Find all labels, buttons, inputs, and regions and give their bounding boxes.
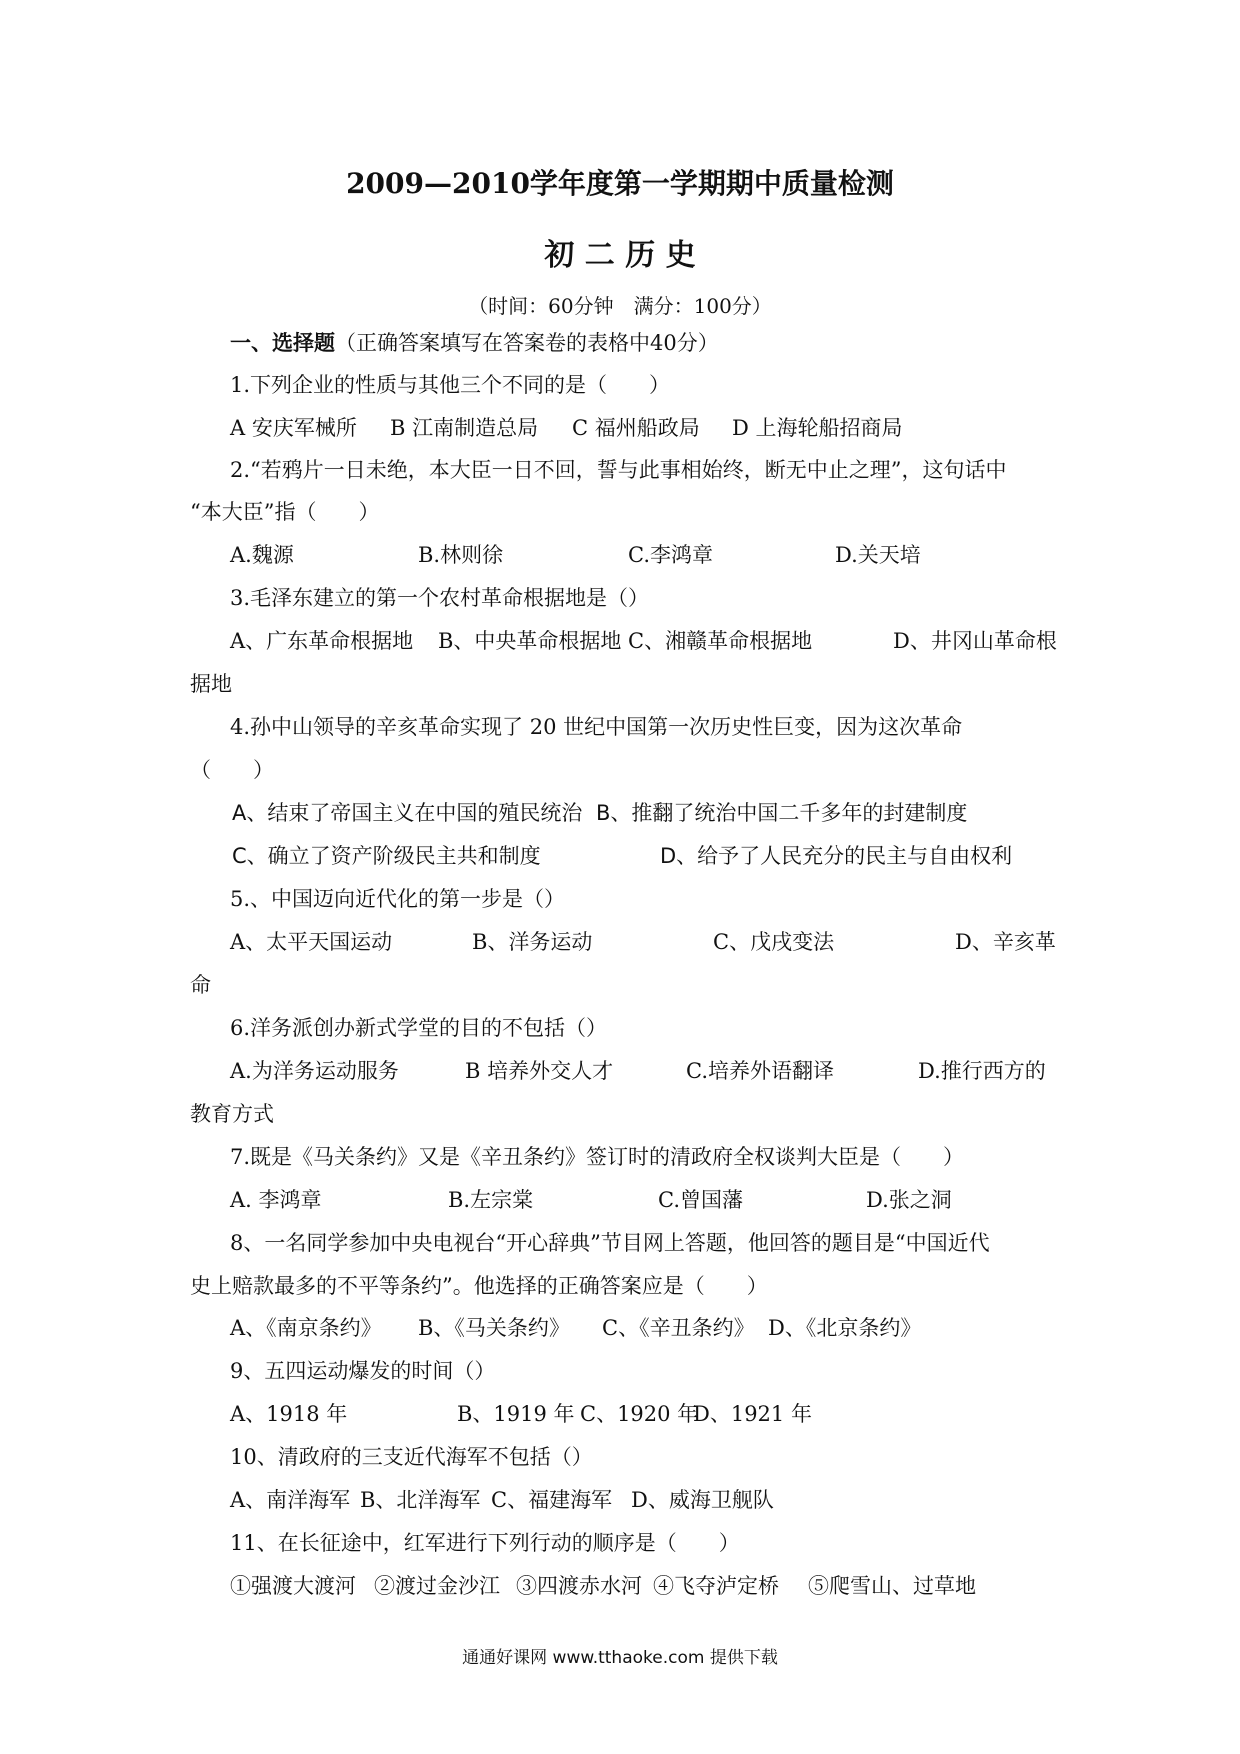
option: C、《辛丑条约》: [602, 1316, 755, 1340]
option: A、《南京条约》: [230, 1316, 382, 1340]
option: C.李鸿章: [628, 543, 713, 567]
option: A、太平天国运动: [230, 930, 393, 954]
option: C、1920 年: [580, 1402, 699, 1426]
option: B 培养外交人才: [465, 1059, 614, 1083]
question-stem: 10、清政府的三支近代海军不包括（）: [230, 1445, 593, 1469]
question-stem: 2.“若鸦片一日未绝，本大臣一日不回，誓与此事相始终，断无中止之理”，这句话中: [230, 458, 1007, 482]
question-stem: 7.既是《马关条约》又是《辛丑条约》签订时的清政府全权谈判大臣是（ ）: [230, 1145, 965, 1169]
option: C.曾国藩: [658, 1188, 743, 1212]
option: ②渡过金沙江: [374, 1574, 500, 1598]
option: D、威海卫舰队: [631, 1488, 774, 1512]
question-stem: 8、一名同学参加中央电视台“开心辞典”节目网上答题，他回答的题目是“中国近代: [230, 1231, 990, 1255]
option-wrap: 据地: [190, 672, 232, 696]
option: D、给予了人民充分的民主与自由权利: [660, 844, 1013, 868]
option: ③四渡赤水河: [516, 1574, 642, 1598]
option: B、洋务运动: [472, 930, 593, 954]
option: A. 李鸿章: [230, 1188, 322, 1212]
option: D、1921 年: [693, 1402, 812, 1426]
option: ①强渡大渡河: [230, 1574, 356, 1598]
option: D、井冈山革命根: [893, 629, 1057, 653]
option: B、推翻了统治中国二千多年的封建制度: [596, 801, 968, 825]
option: C 福州船政局: [572, 416, 700, 440]
option: B、《马关条约》: [418, 1316, 570, 1340]
question-stem: 9、五四运动爆发的时间（）: [230, 1359, 496, 1383]
option: D.关天培: [835, 543, 921, 567]
section-label: 一、选择题: [230, 330, 335, 355]
option-wrap: 教育方式: [190, 1102, 274, 1126]
option: C、福建海军: [491, 1488, 613, 1512]
option: A.为洋务运动服务: [230, 1059, 399, 1083]
option: D.推行西方的: [918, 1059, 1046, 1083]
question-stem: 1.下列企业的性质与其他三个不同的是（ ）: [230, 373, 671, 397]
exam-title: 2009—2010学年度第一学期期中质量检测: [346, 167, 894, 200]
option: C、戊戌变法: [713, 930, 835, 954]
option: A、南洋海军: [230, 1488, 351, 1512]
option: A、结束了帝国主义在中国的殖民统治: [232, 801, 583, 825]
question-stem-cont: 史上赔款最多的不平等条约”。他选择的正确答案应是（ ）: [190, 1274, 768, 1298]
question-stem: 3.毛泽东建立的第一个农村革命根据地是（）: [230, 586, 650, 610]
option: ④飞夺泸定桥: [653, 1574, 779, 1598]
option: B.林则徐: [418, 543, 504, 567]
option: D.张之洞: [866, 1188, 952, 1212]
subject-title: 初 二 历 史: [544, 238, 696, 273]
page-footer: 通通好课网 www.tthaoke.com 提供下载: [462, 1648, 778, 1668]
option-wrap: 命: [190, 973, 211, 997]
section-note: （正确答案填写在答案卷的表格中40分）: [335, 331, 719, 355]
option: ⑤爬雪山、过草地: [808, 1574, 976, 1598]
exam-info: （时间：60分钟 满分：100分）: [468, 294, 772, 318]
option: D、《北京条约》: [768, 1316, 922, 1340]
question-stem: 6.洋务派创办新式学堂的目的不包括（）: [230, 1016, 608, 1040]
option: D、辛亥革: [955, 930, 1056, 954]
question-stem-cont: （ ）: [190, 758, 274, 782]
option: B、中央革命根据地: [438, 629, 622, 653]
question-stem: 5.、中国迈向近代化的第一步是（）: [230, 887, 566, 911]
question-stem: 11、在长征途中，红军进行下列行动的顺序是（ ）: [230, 1531, 740, 1555]
option: A.魏源: [230, 543, 294, 567]
option: C.培养外语翻译: [686, 1059, 834, 1083]
option: B.左宗棠: [448, 1188, 534, 1212]
option: D 上海轮船招商局: [732, 416, 903, 440]
question-stem: 4.孙中山领导的辛亥革命实现了 20 世纪中国第一次历史性巨变，因为这次革命: [230, 715, 963, 739]
option: C、湘赣革命根据地: [628, 629, 813, 653]
option: A 安庆军械所: [230, 416, 357, 440]
option: A、1918 年: [230, 1402, 348, 1426]
option: B、北洋海军: [360, 1488, 481, 1512]
question-stem-cont: “本大臣”指（ ）: [190, 500, 380, 524]
option: A、广东革命根据地: [230, 629, 414, 653]
option: C、确立了资产阶级民主共和制度: [232, 844, 541, 868]
option: B 江南制造总局: [390, 416, 539, 440]
section-heading: [230, 328, 719, 358]
option: B、1919 年: [457, 1402, 575, 1426]
